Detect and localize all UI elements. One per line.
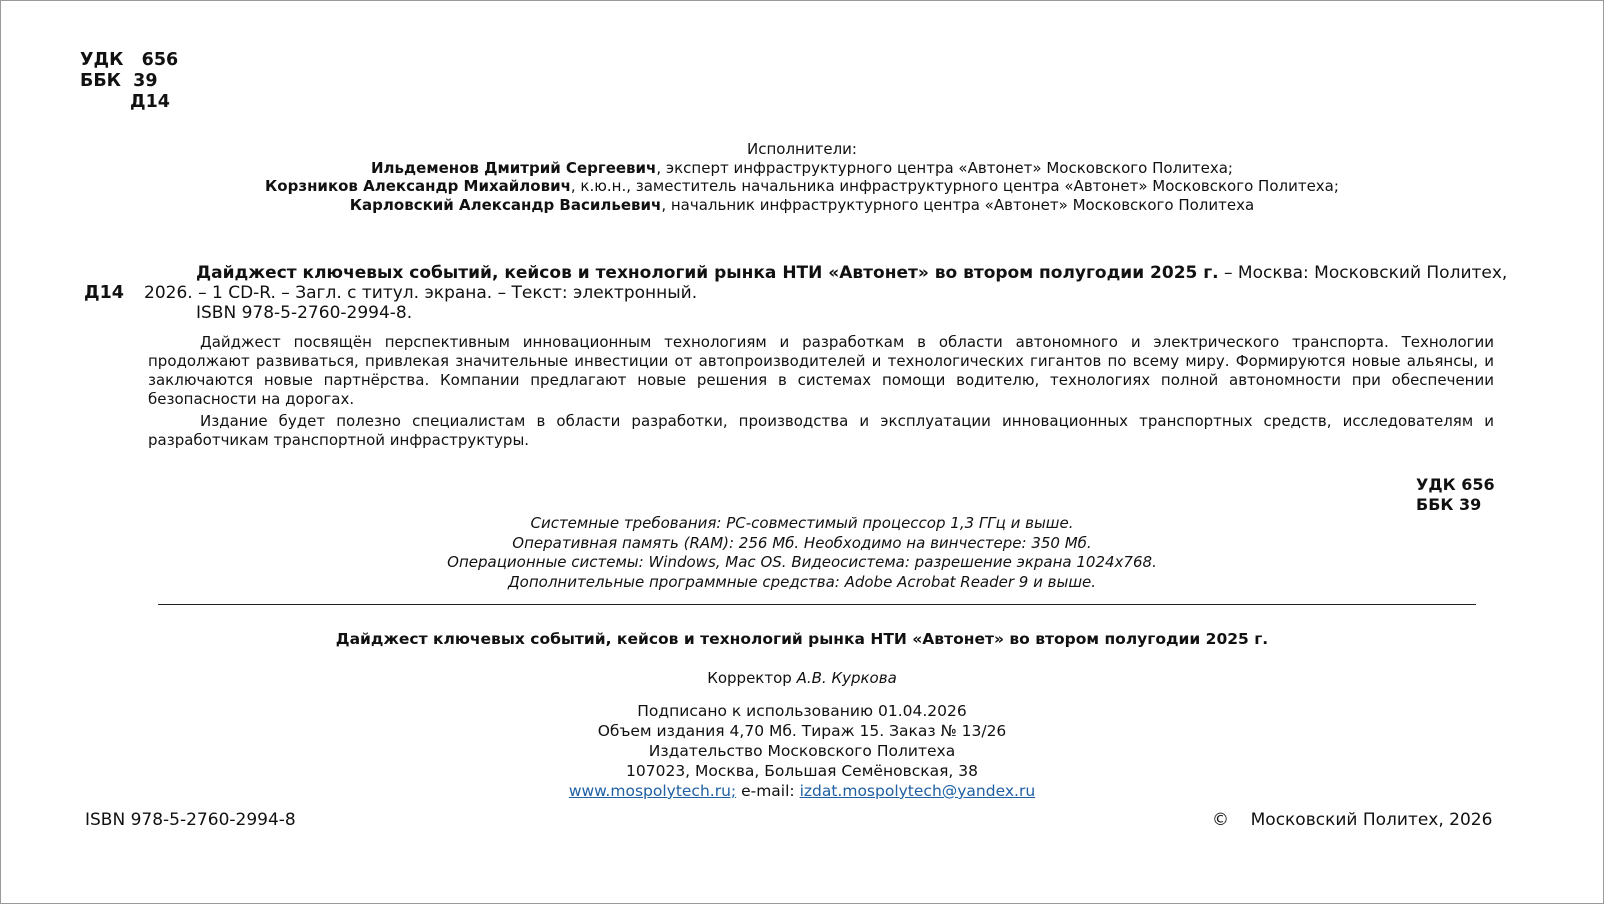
performer-role: , начальник инфраструктурного центра «Автонет» Московского Политеха bbox=[661, 195, 1255, 214]
sysreq-line: Оперативная память (RAM): 256 Мб. Необходимо на винчестере: 350 Мб. bbox=[512, 533, 1092, 552]
sysreq-line: Системные требования: PC-совместимый процессор 1,3 ГГц и выше. bbox=[530, 514, 1074, 532]
sysreq-line: Операционные системы: Windows, Mac OS. Видеосистема: разрешение экрана 1024х768. bbox=[447, 553, 1157, 571]
performer-line bbox=[0, 177, 1604, 196]
annotation-paragraph: Издание будет полезно специалистам в области разработки, производства и эксплуатации инновационных транспортных средств, исследователям и разработчикам транспортной инфраструктуры. bbox=[148, 412, 1494, 449]
copyright-text: Московский Политех, 2026 bbox=[1250, 810, 1493, 830]
biblio-code: Д14 bbox=[84, 283, 124, 303]
volume-line: Объем издания 4,70 Мб. Тираж 15. Заказ № 13/26 bbox=[597, 722, 1007, 740]
address-line: 107023, Москва, Большая Семёновская, 38 bbox=[626, 762, 978, 780]
biblio-details: – Москва: Московский Политех, 2026. – 1 CD-R. – Загл. с титул. экрана. – Текст: электронный. bbox=[144, 263, 1508, 303]
biblio-record bbox=[144, 263, 1536, 323]
biblio-isbn: ISBN 978-5-2760-2994-8. bbox=[196, 303, 413, 323]
performer-line bbox=[0, 159, 1604, 178]
signed-line: Подписано к использованию 01.04.2026 bbox=[637, 702, 967, 720]
performer-line bbox=[0, 196, 1604, 215]
copyright-icon: © bbox=[1212, 810, 1229, 830]
email-label: e-mail: bbox=[736, 782, 800, 800]
contacts-line bbox=[0, 781, 1604, 801]
annotation-paragraph: Дайджест посвящён перспективным инновационным технологиям и разработкам в области автономного и электрического транспорта. Технологии продолжают развиваться, привлекая значительные инвестиции от автопроизводителей и технологических гигантов по всему миру. Формируются новые альянсы, и заключаются новые партнёрства. Компании предлагают новые решения в системах помощи водителю, технологиях полной автономности при обеспечении безопасности на дорогах. bbox=[148, 333, 1494, 408]
corrector-name: А.В. Куркова bbox=[796, 669, 897, 687]
performers-title: Исполнители: bbox=[747, 140, 857, 158]
performer-name: Корзников Александр Михайлович bbox=[265, 177, 571, 195]
udk-value: 656 bbox=[141, 50, 179, 70]
performer-name: Карловский Александр Васильевич bbox=[349, 195, 662, 214]
udk-label: УДК bbox=[80, 50, 124, 70]
bbk-label: ББК bbox=[80, 71, 121, 91]
system-requirements bbox=[0, 514, 1604, 592]
website-link[interactable]: www.mospolytech.ru; bbox=[568, 782, 737, 800]
footer-isbn: ISBN 978-5-2760-2994-8 bbox=[85, 810, 296, 830]
footer-copyright bbox=[1212, 810, 1492, 830]
udk-right: УДК 656 bbox=[1416, 475, 1495, 494]
divider-rule bbox=[158, 604, 1476, 605]
bbk-right: ББК 39 bbox=[1416, 495, 1482, 514]
performers-block bbox=[0, 140, 1604, 214]
corrector-label: Корректор bbox=[707, 669, 792, 687]
classification-right bbox=[1416, 475, 1495, 515]
imprint-block bbox=[0, 701, 1604, 801]
sysreq-line: Дополнительные программные средства: Adobe Acrobat Reader 9 и выше. bbox=[507, 572, 1097, 591]
performer-name: Ильдеменов Дмитрий Сергеевич bbox=[371, 158, 657, 177]
imprint-title: Дайджест ключевых событий, кейсов и технологий рынка НТИ «Автонет» во втором полугодии 2025 г. bbox=[335, 630, 1269, 648]
author-mark: Д14 bbox=[130, 92, 170, 112]
corrector-line bbox=[0, 669, 1604, 687]
publisher-line: Издательство Московского Политеха bbox=[648, 742, 956, 760]
annotation bbox=[148, 333, 1494, 453]
performer-role: , эксперт инфраструктурного центра «Автонет» Московского Политеха; bbox=[656, 158, 1233, 177]
udk-header bbox=[80, 50, 178, 113]
biblio-title: Дайджест ключевых событий, кейсов и технологий рынка НТИ «Автонет» во втором полугодии 2025 г. bbox=[196, 263, 1219, 283]
email-link[interactable]: izdat.mospolytech@yandex.ru bbox=[799, 782, 1036, 800]
performer-role: , к.ю.н., заместитель начальника инфраструктурного центра «Автонет» Московского Политеха; bbox=[570, 177, 1339, 195]
bbk-value: 39 bbox=[133, 71, 158, 91]
